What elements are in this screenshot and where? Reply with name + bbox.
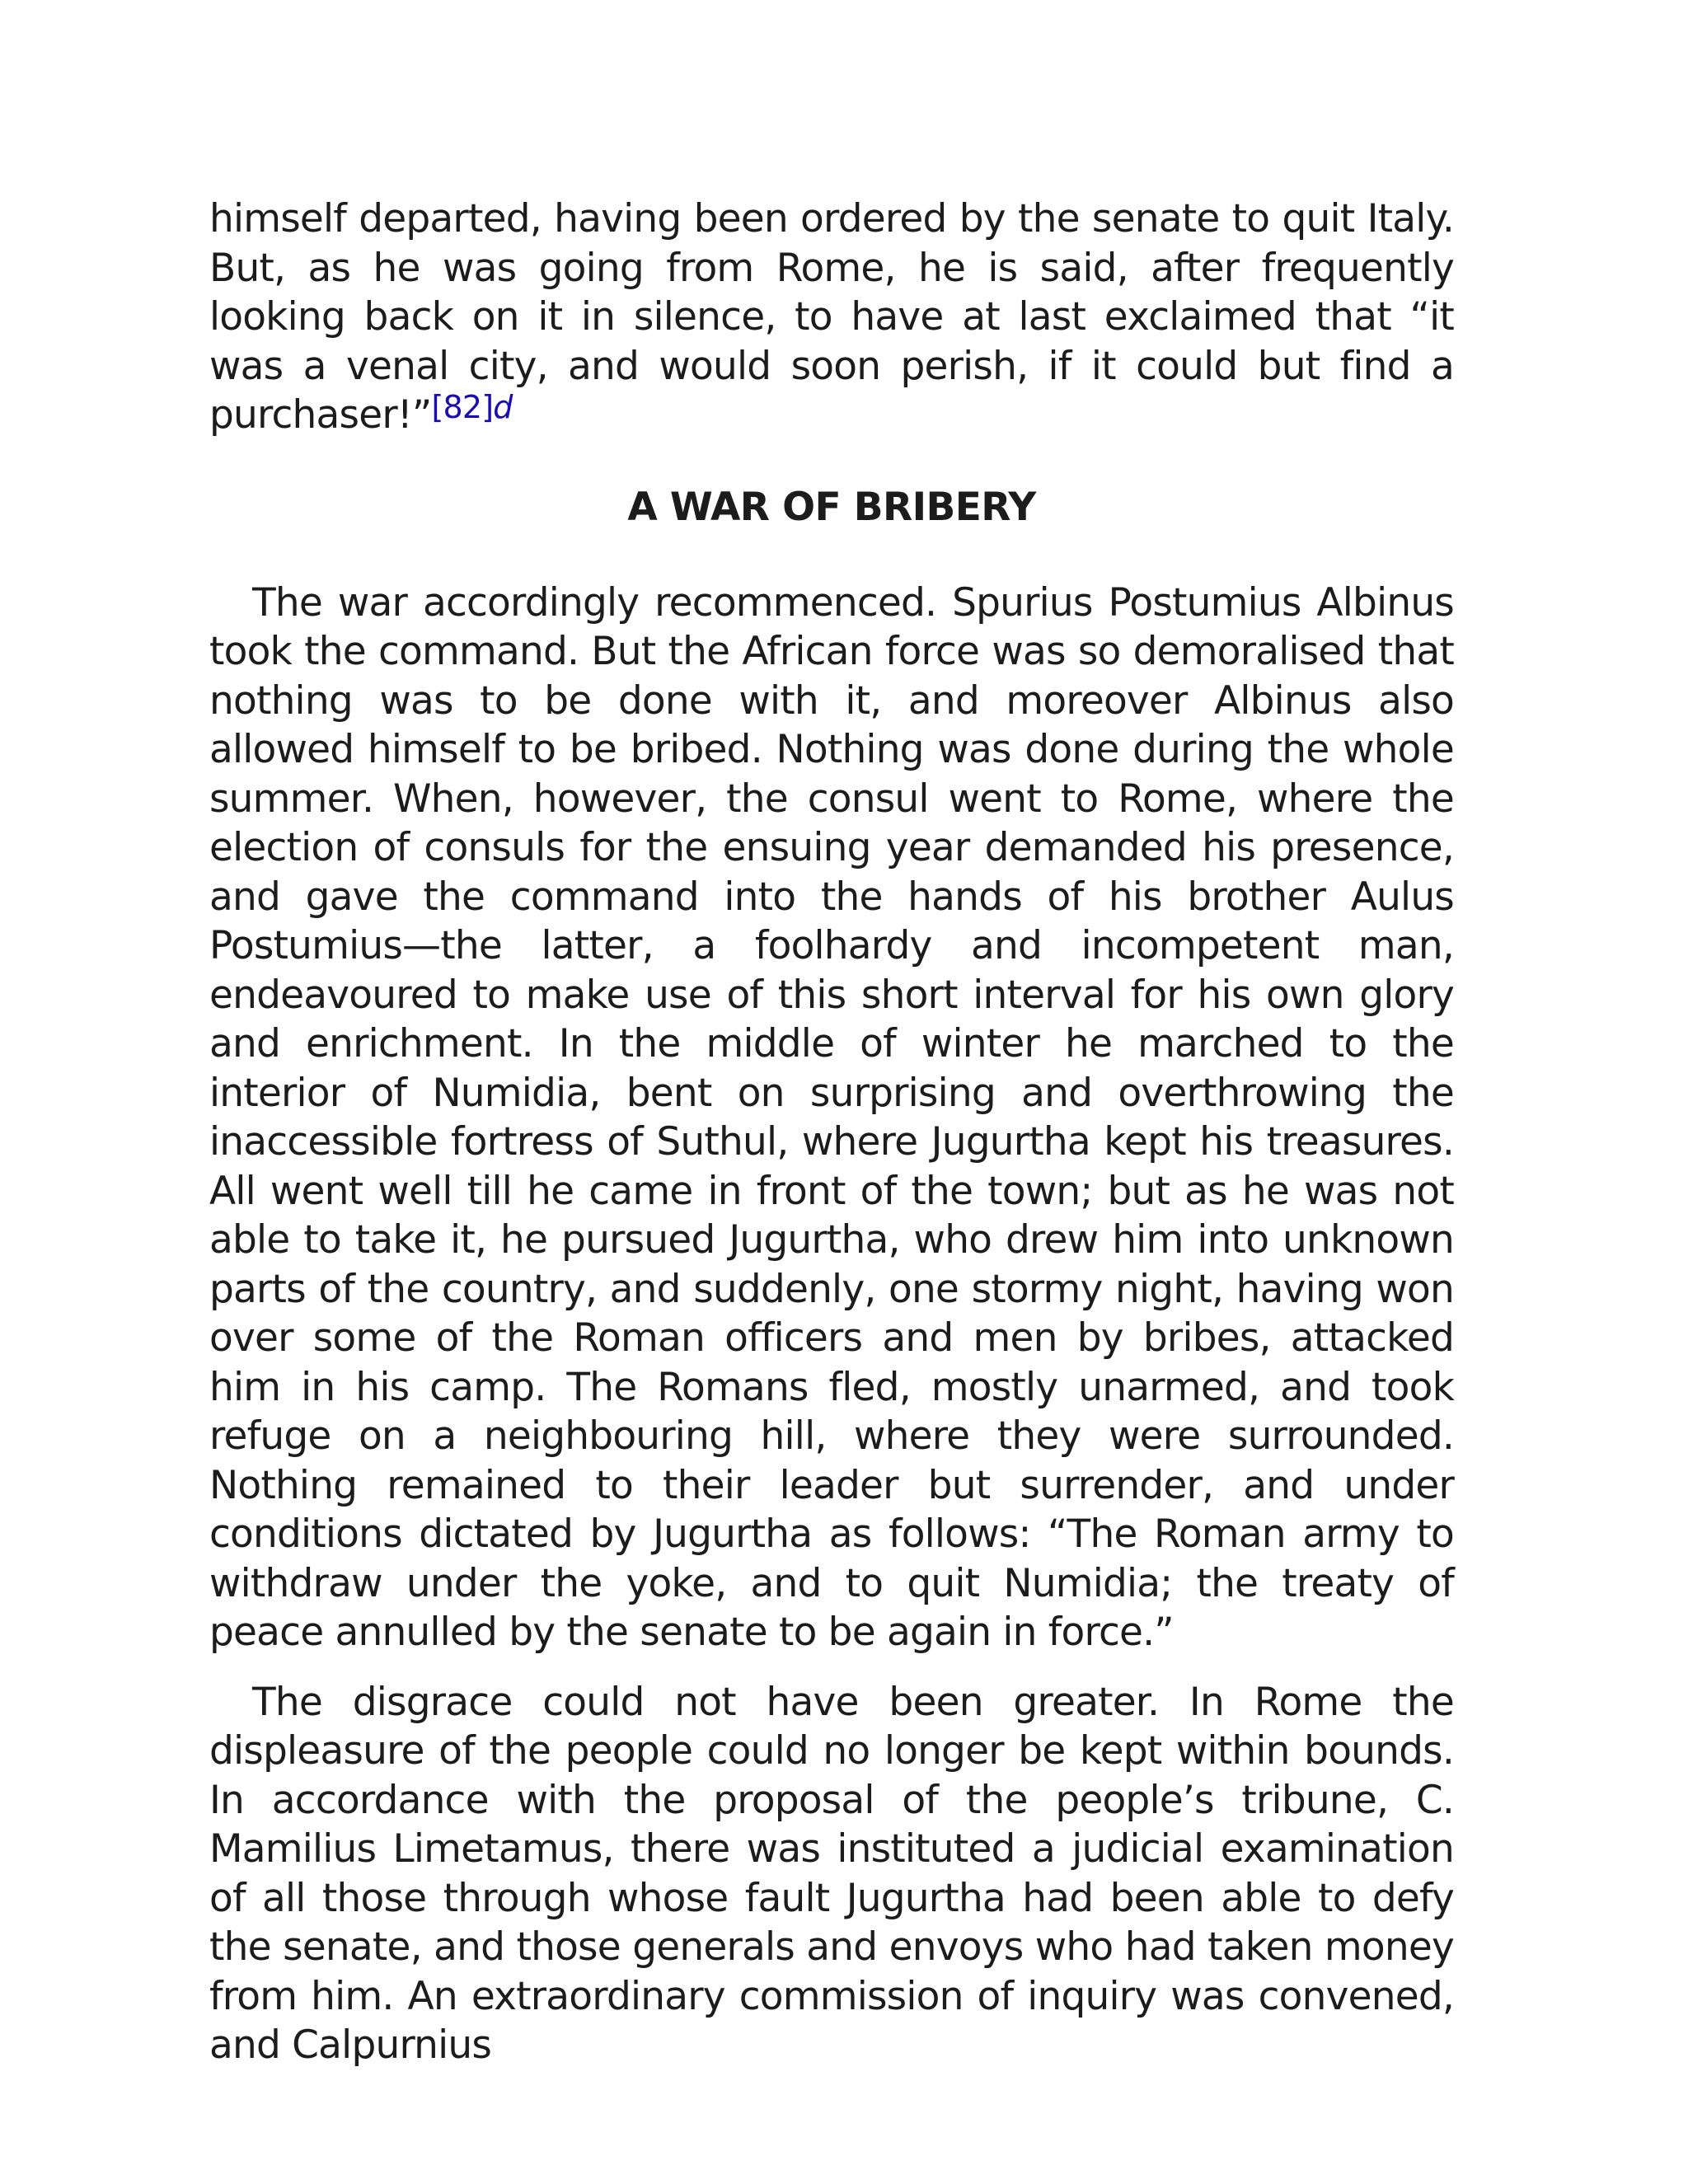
footnote-link-82[interactable]: [82] bbox=[431, 389, 494, 425]
paragraph-war-recommenced: The war accordingly recommenced. Spurius Postumius Albinus took the command. But the African force was so demoralised that nothing was to be done with it, and moreover Albinus also allowed himself to be bribed. Nothing was done during the whole summer. When, however, the consul went to Rome, where the election of consuls for the ensuing year demanded his presence, and gave the command into the hands of his brother Aulus Postumius—the latter, a foolhardy and incompetent man, endeavoured to make use of this short interval for his own glory and enrichment. In the middle of winter he marched to the interior of Numidia, bent on surprising and overthrowing the inaccessible fortress of Suthul, where Jugurtha kept his treasures. All went well till he came in front of the town; but as he was not able to take it, he pursued Jugurtha, who drew him into unknown parts of the country, and suddenly, one stormy night, having won over some of the Roman officers and men by bribes, attacked him in his camp. The Romans fled, mostly unarmed, and took refuge on a neighbouring hill, where they were surrounded. Nothing remained to their leader but surrender, and under conditions dictated by Jugurtha as follows: “The Roman army to withdraw under the yoke, and to quit Numidia; the treaty of peace annulled by the senate to be again in force.” bbox=[209, 579, 1454, 1655]
paragraph-disgrace: The disgrace could not have been greater. In Rome the displeasure of the people could no longer be kept within bounds. In accordance with the proposal of the people’s tribune, C. Mamilius Limetamus, there was instituted a judicial examination of all those through whose fault Jugurtha had been able to defy the senate, and those generals and envoys who had taken money from him. An extraordinary commission of inquiry was convened, and Calpurnius bbox=[209, 1679, 1454, 2068]
paragraph-continuation bbox=[209, 194, 1454, 440]
footnote-letter: d bbox=[493, 389, 513, 425]
paragraph-1-text: himself departed, having been ordered by the senate to quit Italy. But, as he was going from Rome, he is said, after frequently looking back on it in silence, to have at last exclaimed that “it was a venal city, and would soon perish, if it could but find a purchaser!” bbox=[209, 196, 1454, 438]
document-page bbox=[209, 194, 1454, 2070]
section-heading: A WAR OF BRIBERY bbox=[627, 484, 1036, 530]
